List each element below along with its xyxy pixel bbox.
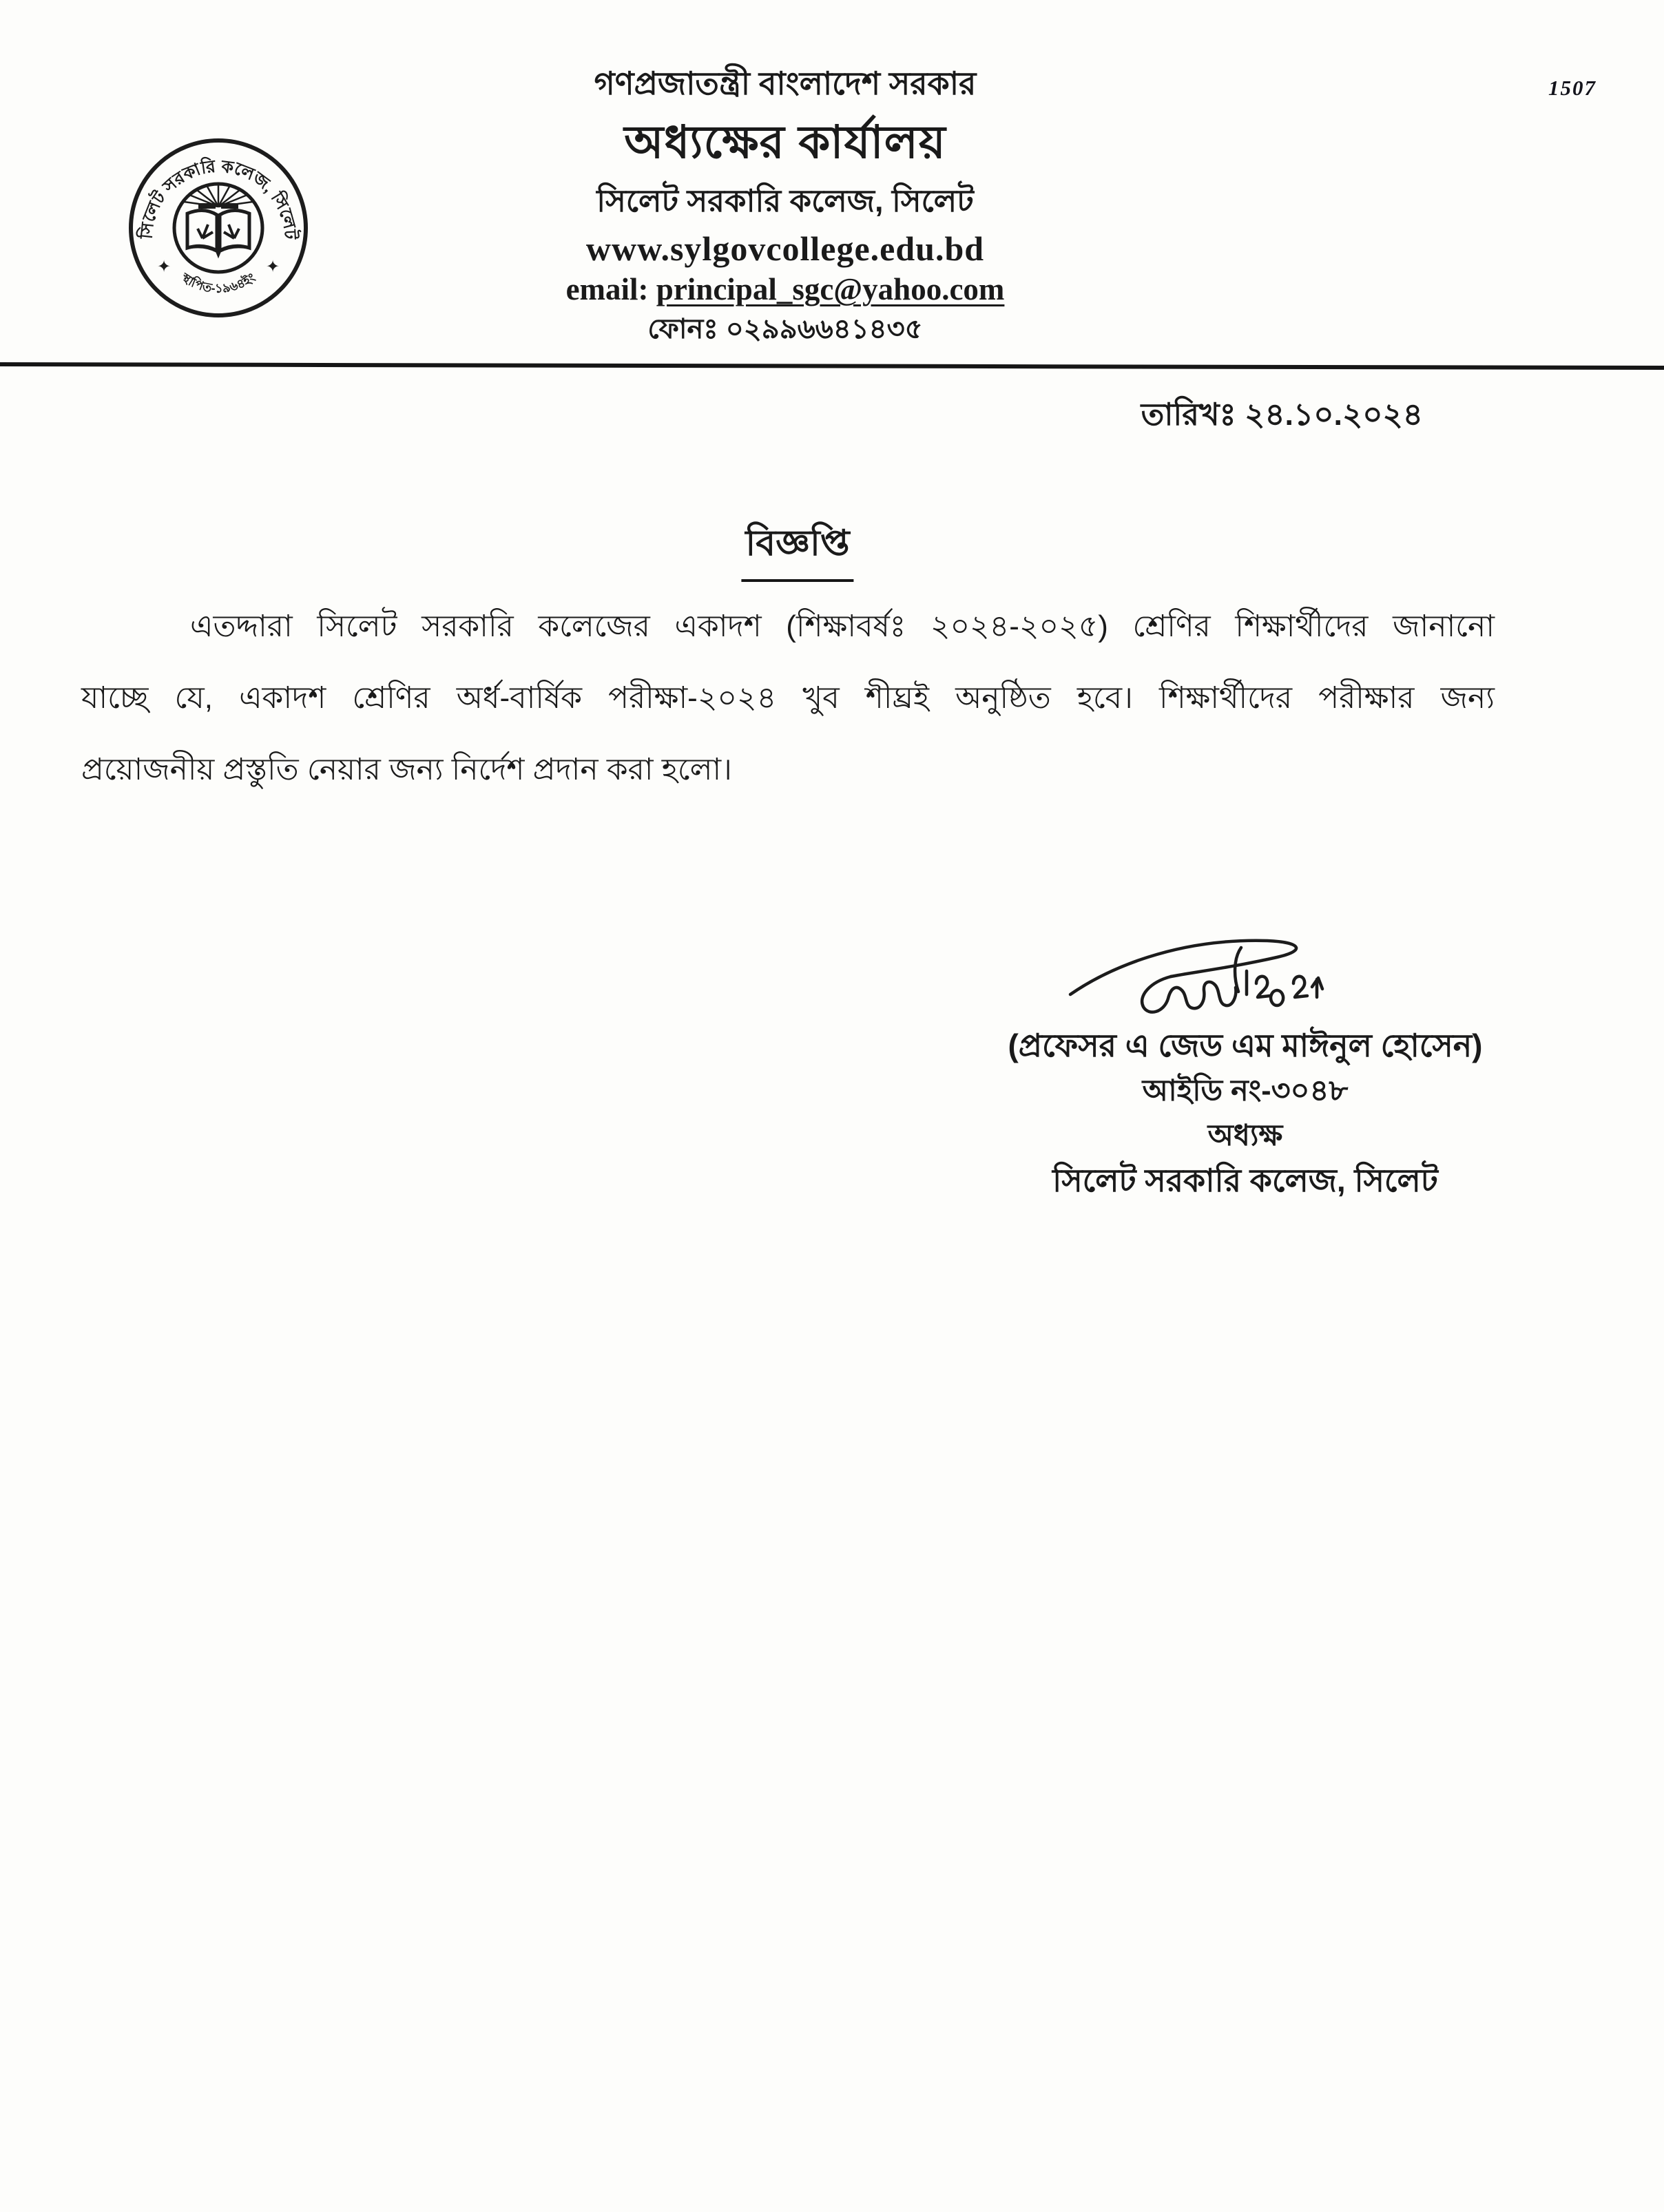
seal-top-text: সিলেট সরকারি কলেজ, সিলেট [136, 156, 300, 240]
signatory-designation: অধ্যক্ষ [1207, 1119, 1283, 1152]
body-line-1: এতদ্দারা সিলেট সরকারি কলেজের একাদশ (শিক্ষাবর্ষঃ ২০২৪-২০২৫) শ্রেণির শিক্ষার্থীদের জানানো [190, 609, 1495, 643]
body-line-3: প্রয়োজনীয় প্রস্তুতি নেয়ার জন্য নির্দেশ প্রদান করা হলো। [81, 753, 732, 786]
college-seal-icon [125, 135, 311, 321]
college-line: সিলেট সরকারি কলেজ, সিলেট [596, 183, 974, 218]
signatory-name: (প্রফেসর এ জেড এম মাঈনুল হোসেন) [1008, 1027, 1483, 1063]
reference-number: 1507 [1548, 76, 1597, 100]
seal-star-left-icon: ✦ [156, 258, 171, 276]
signatory-institution: সিলেট সরকারি কলেজ, সিলেট [1052, 1162, 1438, 1198]
seal-star-right-icon: ✦ [265, 258, 280, 276]
notice-body [81, 591, 1495, 806]
notice-title: বিজ্ঞপ্তি [741, 515, 853, 582]
seal-bottom-text: স্থাপিত-১৯৬৪ইং [178, 270, 258, 295]
letterhead [566, 63, 1005, 346]
seal-open-book-icon [187, 203, 249, 255]
email-line [566, 271, 1005, 307]
signature-image [1066, 917, 1328, 1025]
email-address: principal_sgc@yahoo.com [656, 272, 1005, 306]
date: তারিখঃ ২৪.১০.২০২৪ [1141, 397, 1423, 432]
signatory-id: আইডি নং-৩০৪৮ [1142, 1074, 1349, 1107]
body-line-2: যাচ্ছে যে, একাদশ শ্রেণির অর্ধ-বার্ষিক পরীক্ষা-২০২৪ খুব শীঘ্রই অনুষ্ঠিত হবে। শিক্ষার্থীদের পরীক্ষার জন্য [81, 681, 1495, 715]
horizontal-rule [0, 362, 1664, 370]
website-line: www.sylgovcollege.edu.bd [585, 229, 985, 268]
phone-line: ফোনঃ ০২৯৯৬৬৪১৪৩৫ [647, 314, 923, 344]
signature-block [1008, 1023, 1482, 1202]
government-line: গণপ্রজাতন্ত্রী বাংলাদেশ সরকার [594, 65, 977, 101]
seal-sun-rays-icon [184, 185, 253, 207]
office-line: অধ্যক্ষের কার্যালয় [624, 116, 946, 167]
email-label: email: [565, 272, 649, 306]
